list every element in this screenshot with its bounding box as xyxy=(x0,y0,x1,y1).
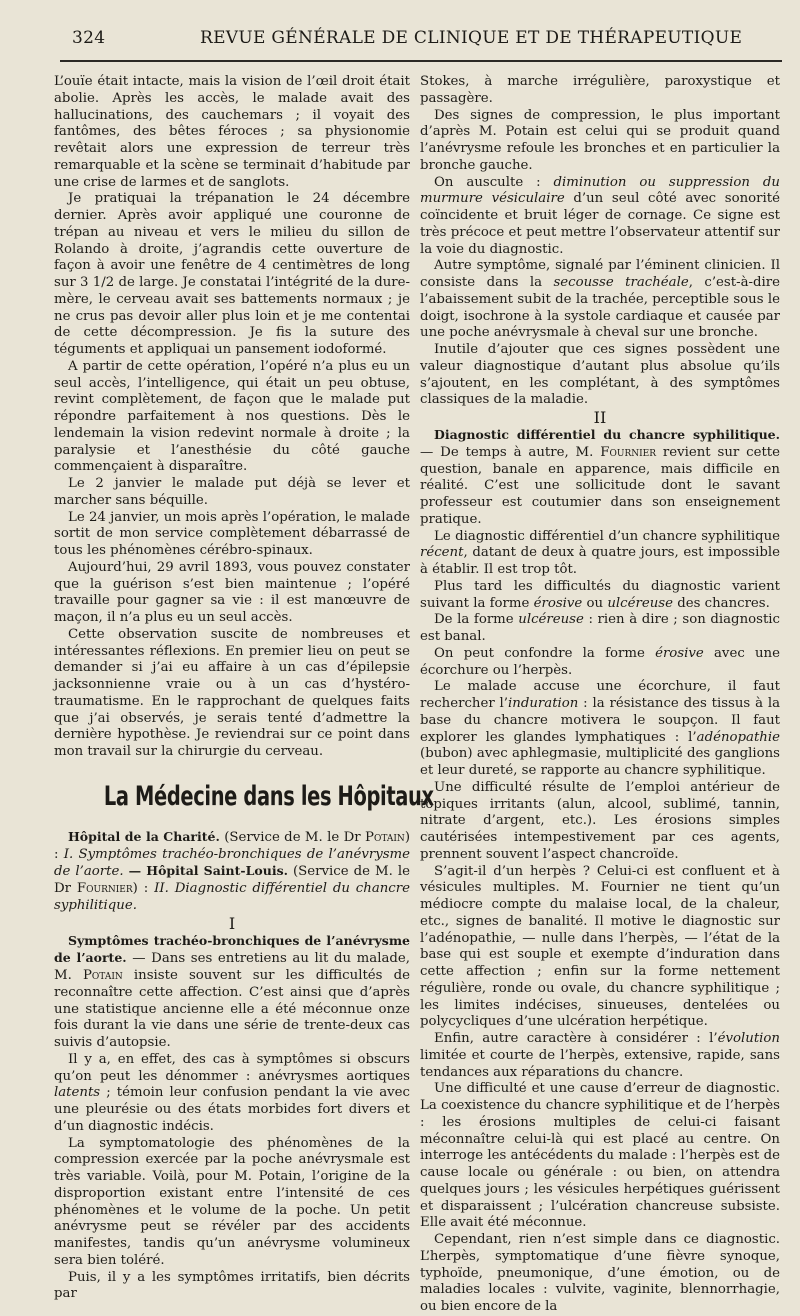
left-column xyxy=(54,74,434,1303)
text-run: avec une écorchure ou l’herpès. xyxy=(420,645,780,678)
paragraph: Je pratiquai la trépanation le 24 décembre dernier. Après avoir appliqué une couronne de trépan au niveau et vers le milieu du sillon de Rolando à droite, j’agrandis cette ouverture de façon à avoir une fenêtre de 4 centimètres de long sur 3 1/2 de large. Je constatai l’intégrité de la dure-mère, le cerveau avait ses battements normaux ; je ne crus pas devoir aller plus loin et je me contentai de cette décompression. Je fis la suture des téguments et appliquai un pansement iodoformé. xyxy=(54,191,410,357)
paragraph: S’agit-il d’un herpès ? Celui-ci est confluent et à vésicules multiples. M. Fournier ne tient qu’un médiocre compte du malaise local, de la chaleur, etc., signes de banalité. Il motive le diagnostic sur l’adénopathie, — nulle dans l’herpès, — l’état de la base qui est souple et exempte d’induration dans cette affection ; enfin sur la forme nettement régulière, ronde ou ovale, du chancre syphilitique ; les limites indécises, sinueuses, dentelées ou polycycliques d’une ulcération herpétique. xyxy=(420,863,780,1030)
running-header xyxy=(60,28,780,52)
paragraph: A partir de cette opération, l’opéré n’a plus eu un seul accès, l’intelligence, qui était un peu obtuse, revint complètement, de façon que le malade put répondre parfaitement à nos questions. Dès le lendemain la vision redevint normale à droite ; la paralysie et l’anesthésie du côté gauche commençaient à disparaître. xyxy=(54,358,410,475)
text-run: — De temps à autre, M. xyxy=(420,444,601,460)
text-run: On ausculte : xyxy=(434,174,554,190)
text-run: insiste souvent sur les difficultés de reconnaître cette affection. C’est ainsi que d’après une statistique ancienne elle a été méconnue onze fois durant la vie dans une série de trente-deux cas suivis d’autopsie. xyxy=(54,968,410,1050)
page-number: 324 xyxy=(72,28,106,48)
italic-term: secousse trachéale xyxy=(553,275,689,290)
text-run: revient sur cette question, banale en apparence, mais difficile en réalité. C’est une sollicitude dont le savant professeur est coutumier dans son enseignement pratique. xyxy=(420,444,781,527)
text-run: (bubon) avec aphlegmasie, multiplicité des ganglions et leur dureté, se rapporte au chancre syphilitique. xyxy=(420,746,780,778)
paragraph xyxy=(54,1052,410,1136)
doctor-name: Potain xyxy=(365,829,405,845)
hospital-name: — Hôpital Saint-Louis. xyxy=(128,863,288,879)
lecture-topic: I. Symptômes trachéo-bronchiques de l’anévrysme de l’aorte. xyxy=(54,846,411,880)
paragraph xyxy=(420,579,780,613)
text-run: , c’est-à-dire l’abaissement subit de la trachée, perceptible sous le doigt, isochrone à la systole cardiaque et causée par une poche anévrysmale à cheval sur une bronche. xyxy=(420,275,780,341)
text-run: Autre symptôme, signalé par l’éminent clinicien. Il consiste dans la xyxy=(420,258,780,290)
roman-numeral: II xyxy=(593,408,607,427)
paragraph: Des signes de compression, le plus important d’après M. Potain est celui qui se produit quand l’anévrysme refoule les bronches et en particulier la bronche gauche. xyxy=(420,107,780,173)
text-run: Il y a, en effet, des cas à symptômes si obscurs qu’on peut les dénommer : anévrysmes aortiques xyxy=(54,1051,410,1084)
italic-term: érosive xyxy=(533,595,583,611)
text-run: d’un seul côté avec sonorité coïncidente et bruit léger de cornage. Ce signe est très précoce et peut mettre l’observateur attentif sur la voie du diagnostic. xyxy=(420,191,781,257)
italic-term: ulcéreuse xyxy=(607,595,673,611)
paragraph: Le 2 janvier le malade put déjà se lever et marcher sans béquille. xyxy=(54,476,410,508)
paragraph: Une difficulté résulte de l’emploi antérieur de topiques irritants (alun, alcool, sublimé, tannin, nitrate d’argent, etc.). Les érosions simples cautérisées intempestivement par ces agents, prennent souvent l’aspect chancroïde. xyxy=(420,779,780,862)
text-run: : rien à dire ; son diagnostic est banal. xyxy=(420,612,780,644)
text-run: des chancres. xyxy=(672,595,770,611)
paragraph: Cependant, rien n’est simple dans ce diagnostic. L’herpès, symptomatique d’une fièvre synoque, typhoïde, pneumonique, d’une émotion, ou de maladies locales : vulvite, vaginite, blennorrhagie, ou bien encore de la xyxy=(420,1232,780,1314)
text-run: — Dans ses entretiens au lit du malade, M. xyxy=(54,951,410,983)
paragraph: Inutile d’ajouter que ces signes possèdent une valeur diagnostique d’autant plus absolue qu’ils s’ajoutent, en les complétant, à des symptômes classiques de la maladie. xyxy=(420,342,780,408)
paragraph xyxy=(420,612,780,646)
text-run: On peut confondre la forme xyxy=(434,645,656,661)
text-run: : la résistance des tissus à la base du chancre motivera le soupçon. Il faut explorer les glandes lymphatiques : l’ xyxy=(420,696,781,745)
service-end: ) : xyxy=(54,829,411,862)
subsection-title: Diagnostic différentiel du chancre syphilitique. xyxy=(434,427,780,442)
header-rule xyxy=(60,60,782,62)
paragraph xyxy=(420,1031,780,1081)
text-run: Enfin, autre caractère à considérer : l’ xyxy=(434,1031,718,1046)
running-title: REVUE GÉNÉRALE DE CLINIQUE ET DE THÉRAPEUTIQUE xyxy=(200,28,743,48)
lecture-topic: II. Diagnostic différentiel du chancre syphilitique. xyxy=(54,881,410,913)
text-run: Le diagnostic différentiel d’un chancre syphilitique xyxy=(434,528,780,544)
paragraph: Une difficulté et une cause d’erreur de diagnostic. La coexistence du chancre syphilitique et de l’herpès : les érosions multiples de celui-ci faisant méconnaître celui-là qui est placé au centre. On interroge les antécédents du malade : l’herpès est de cause locale ou générale : ou bien, on attendra quelques jours ; les vésicules herpétiques guérissent et disparaissent ; l’ulcération chancreuse subsiste. Elle avait été méconnue. xyxy=(420,1081,780,1231)
italic-term: diminution ou suppression du murmure vésiculaire xyxy=(420,174,780,207)
italic-term: récent xyxy=(420,545,464,561)
paragraph: Stokes, à marche irrégulière, paroxystique et passagère. xyxy=(420,74,780,106)
doctor-name: Fournier xyxy=(600,444,657,460)
paragraph xyxy=(420,679,780,780)
paragraph xyxy=(54,933,410,1052)
paragraph: Aujourd’hui, 29 avril 1893, vous pouvez constater que la guérison s’est bien maintenue ; l’opéré travaille pour gagner sa vie : il est manœuvre de maçon, il n’a plus eu un seul accès. xyxy=(54,559,410,625)
italic-term: évolution xyxy=(717,1031,780,1046)
doctor-name: Fournier xyxy=(76,881,133,896)
paragraph xyxy=(420,646,780,680)
paragraph: Puis, il y a les symptômes irritatifs, bien décrits par xyxy=(54,1269,410,1302)
text-run: Plus tard les difficultés du diagnostic varient suivant la forme xyxy=(420,578,780,611)
text-run: limitée et courte de l’herpès, extensive, rapide, sans tendances aux réparations du chancre. xyxy=(420,1047,780,1080)
text-run: Le malade accuse une écorchure, il faut rechercher l’ xyxy=(420,679,780,711)
doctor-name: Potain xyxy=(82,968,123,983)
italic-term: adénopathie xyxy=(696,729,780,745)
paragraph: Le 24 janvier, un mois après l’opération, le malade sortit de mon service complètement débarrassé de tous les phénomènes cérébro-spinaux. xyxy=(54,509,410,558)
text-run: De la forme xyxy=(434,612,519,628)
section-title: La Médecine dans les Hôpitaux xyxy=(103,780,434,812)
paragraph: La symptomatologie des phénomènes de la compression exercée par la poche anévrysmale est très variable. Voilà, pour M. Potain, l’origine de la disproportion existant entre l’intensité de ces phénomènes et le volume de la poche. Un petit anévrysme peut se révéler par des accidents manifestes, tandis qu’un anévrysme volumineux sera bien toléré. xyxy=(54,1135,410,1268)
right-column xyxy=(420,74,780,1316)
text-run: ; témoin leur confusion pendant la vie avec une pleurésie ou des états morbides fort divers et d’un diagnostic indécis. xyxy=(54,1085,410,1134)
paragraph xyxy=(420,529,780,579)
paragraph xyxy=(420,258,780,342)
service-text: (Service de M. le Dr xyxy=(54,864,410,896)
text-run: ou xyxy=(582,595,608,611)
service-text: (Service de M. le Dr xyxy=(219,829,366,845)
text-run: , datant de deux à quatre jours, est impossible à établir. Il est trop tôt. xyxy=(420,545,780,577)
roman-numeral: I xyxy=(228,913,236,933)
paragraph: L’ouïe était intacte, mais la vision de l’œil droit était abolie. Après les accès, le malade avait des hallucinations, des cauchemars ; il voyait des fantômes, des bêtes féroces ; sa physionomie revêtait alors une expression de terreur très remarquable et la scène se terminait d’habitude par une crise de larmes et de sanglots. xyxy=(54,74,410,190)
italic-term: induration xyxy=(508,696,579,711)
paragraph: Cette observation suscite de nombreuses et intéressantes réflexions. En premier lieu on peut se demander si j’ai eu affaire à un cas d’épilepsie jacksonnienne vraie ou à un cas d’hystéro-traumatisme. En le rapprochant de quelques faits que j’ai observés, je serais tenté d’admettre la dernière hypothèse. Je reviendrai sur ce point dans mon travail sur la chirurgie du cerveau. xyxy=(54,626,410,759)
hospital-name: Hôpital de la Charité. xyxy=(68,828,220,844)
italic-term: ulcéreuse xyxy=(518,612,584,628)
hospital-entry xyxy=(54,829,410,915)
paragraph xyxy=(420,175,780,259)
italic-term: érosive xyxy=(655,645,704,661)
paragraph xyxy=(420,427,780,529)
service-end: ) : xyxy=(132,881,149,896)
subsection-title: Symptômes trachéo-bronchiques de l’anévrysme de l’aorte. xyxy=(54,932,410,966)
italic-term: latents xyxy=(54,1085,101,1101)
